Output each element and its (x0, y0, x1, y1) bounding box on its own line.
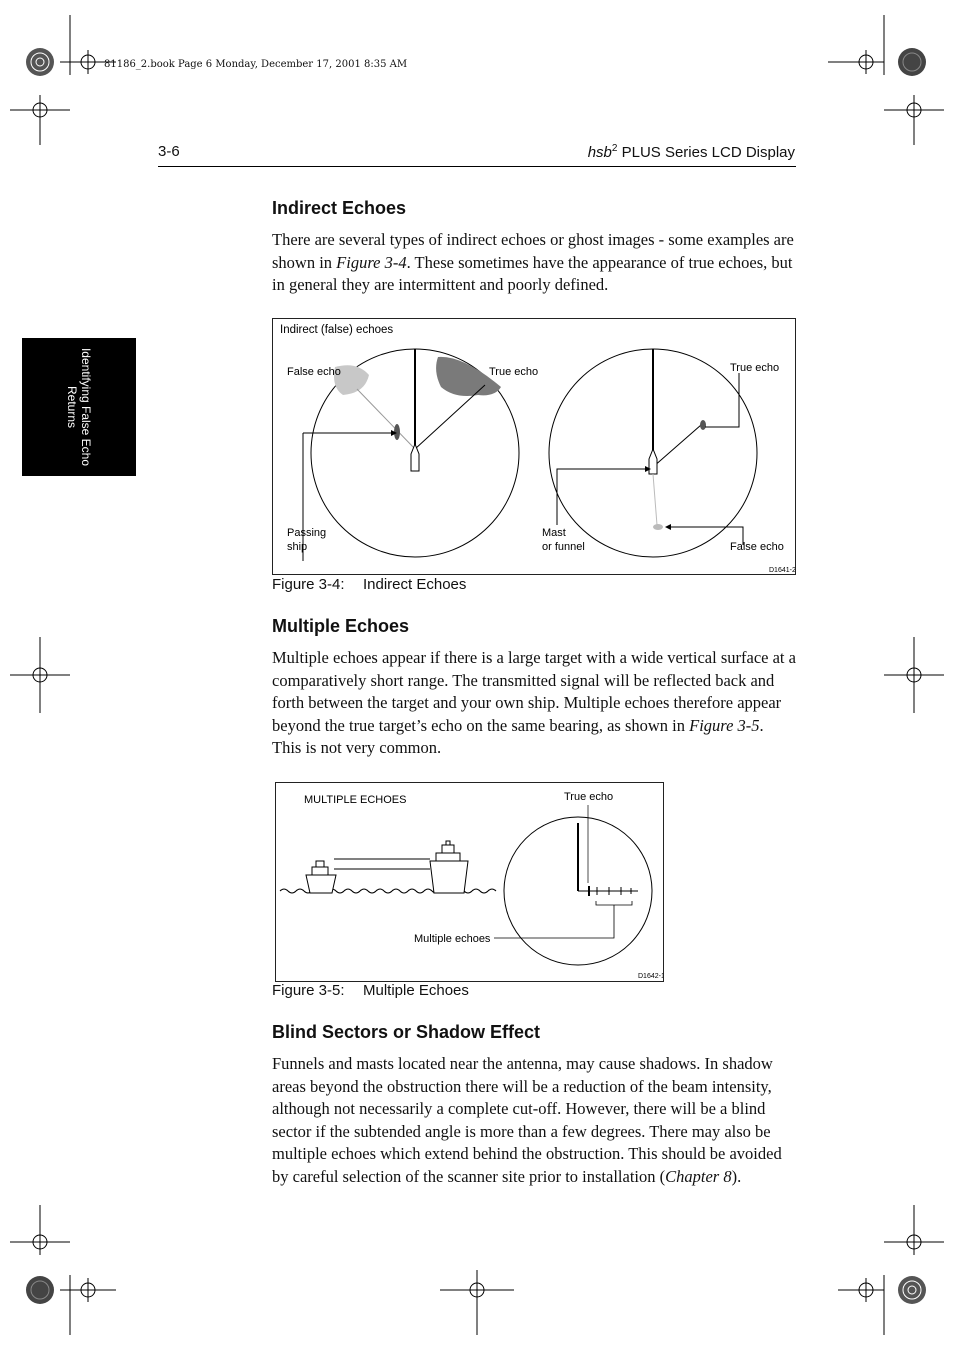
own-ship-icon (411, 444, 419, 471)
figure-title: MULTIPLE ECHOES (304, 794, 407, 806)
paragraph-multiple-echoes (272, 647, 796, 760)
label-false-echo-right: False echo (730, 541, 784, 553)
figure-title: Indirect (false) echoes (280, 324, 394, 336)
figure-reference: Figure 3-5 (689, 715, 760, 735)
indirect-echoes-diagram (273, 319, 795, 574)
figure-caption-3-5 (272, 982, 469, 999)
label-true-echo-right: True echo (730, 362, 780, 374)
page-number: 3-6 (158, 143, 180, 160)
paragraph-indirect-echoes (272, 229, 796, 297)
own-ship-boat (306, 861, 336, 893)
product-name-italic: hsb (587, 144, 612, 161)
label-passing-ship-1: Passing (287, 527, 327, 539)
true-echo-right-blob (700, 420, 706, 430)
label-true-echo: True echo (564, 791, 614, 803)
figure-caption-3-4 (272, 576, 467, 593)
product-superscript: 2 (611, 143, 618, 154)
label-false-echo-left: False echo (287, 366, 341, 378)
label-passing-ship-2: ship (287, 541, 308, 553)
heading-indirect-echoes: Indirect Echoes (272, 198, 407, 218)
label-mast-1: Mast (542, 527, 566, 539)
heading-blind-sectors: Blind Sectors or Shadow Effect (272, 1022, 541, 1042)
figure-multiple-echoes (275, 782, 664, 982)
product-name-rest: PLUS Series LCD Display (617, 144, 795, 161)
left-radar-scope (303, 349, 519, 561)
paragraph-blind-sectors (272, 1053, 796, 1188)
chapter-side-tab (22, 338, 136, 476)
caption-title: Indirect Echoes (363, 576, 467, 593)
caption-number: Figure 3-5: (272, 982, 345, 999)
side-tab-line-1: Identifying False Echo (79, 347, 93, 467)
heading-multiple-echoes: Multiple Echoes (272, 616, 410, 636)
caption-number: Figure 3-4: (272, 576, 345, 593)
figure-reference: Figure 3-4 (336, 252, 407, 272)
multiple-echoes-diagram (276, 783, 663, 981)
para-text: Funnels and masts located near the antenna, may cause shadows. In shadow areas beyond the obstruction there will be a reduction of the beam intensity, although not necessarily a complete cut-off. However, there will be a blind sector if the subtended angle is more than a few degrees. There may also be multiple echoes which extend behind the obstruction. This should be avoided by careful selection of the scanner site prior to installation ( (272, 1054, 782, 1186)
radar-scope (494, 805, 652, 965)
figure-indirect-echoes (272, 318, 796, 575)
side-tab-text (65, 348, 93, 466)
para-text: . These sometimes have the appearance of true echoes, but in general they are intermittent and poorly defined. (272, 252, 793, 294)
false-echo-right-blob (653, 524, 663, 530)
header-rule (158, 166, 796, 167)
right-radar-scope (549, 349, 757, 557)
para-text: . This is not very common. (272, 715, 764, 757)
caption-title: Multiple Echoes (363, 982, 469, 999)
label-mast-2: or funnel (542, 541, 585, 553)
para-text: There are several types of indirect echoes or ghost images - some examples are shown in (272, 230, 794, 272)
print-info: 81186_2.book Page 6 Monday, December 17, 2001 8:35 AM (104, 59, 408, 70)
running-head (588, 143, 795, 161)
para-text: Multiple echoes appear if there is a large target with a wide vertical surface at a comparatively short range. The transmitted signal will be reflected back and forth between the target and your own ship. Multiple echoes therefore appear beyond the true target’s echo on the same bearing, as shown in (272, 648, 796, 735)
figure-ref-code: D1641-2 (769, 567, 795, 574)
target-ship-boat (430, 841, 468, 893)
figure-ref-code: D1642-1 (638, 973, 663, 980)
own-ship-icon-right (649, 449, 657, 474)
para-text: ). (731, 1166, 742, 1186)
side-tab-line-2: Returns (65, 385, 79, 429)
label-multiple-echoes: Multiple echoes (414, 933, 491, 945)
label-true-echo-left: True echo (489, 366, 539, 378)
chapter-reference: Chapter 8 (665, 1166, 732, 1186)
